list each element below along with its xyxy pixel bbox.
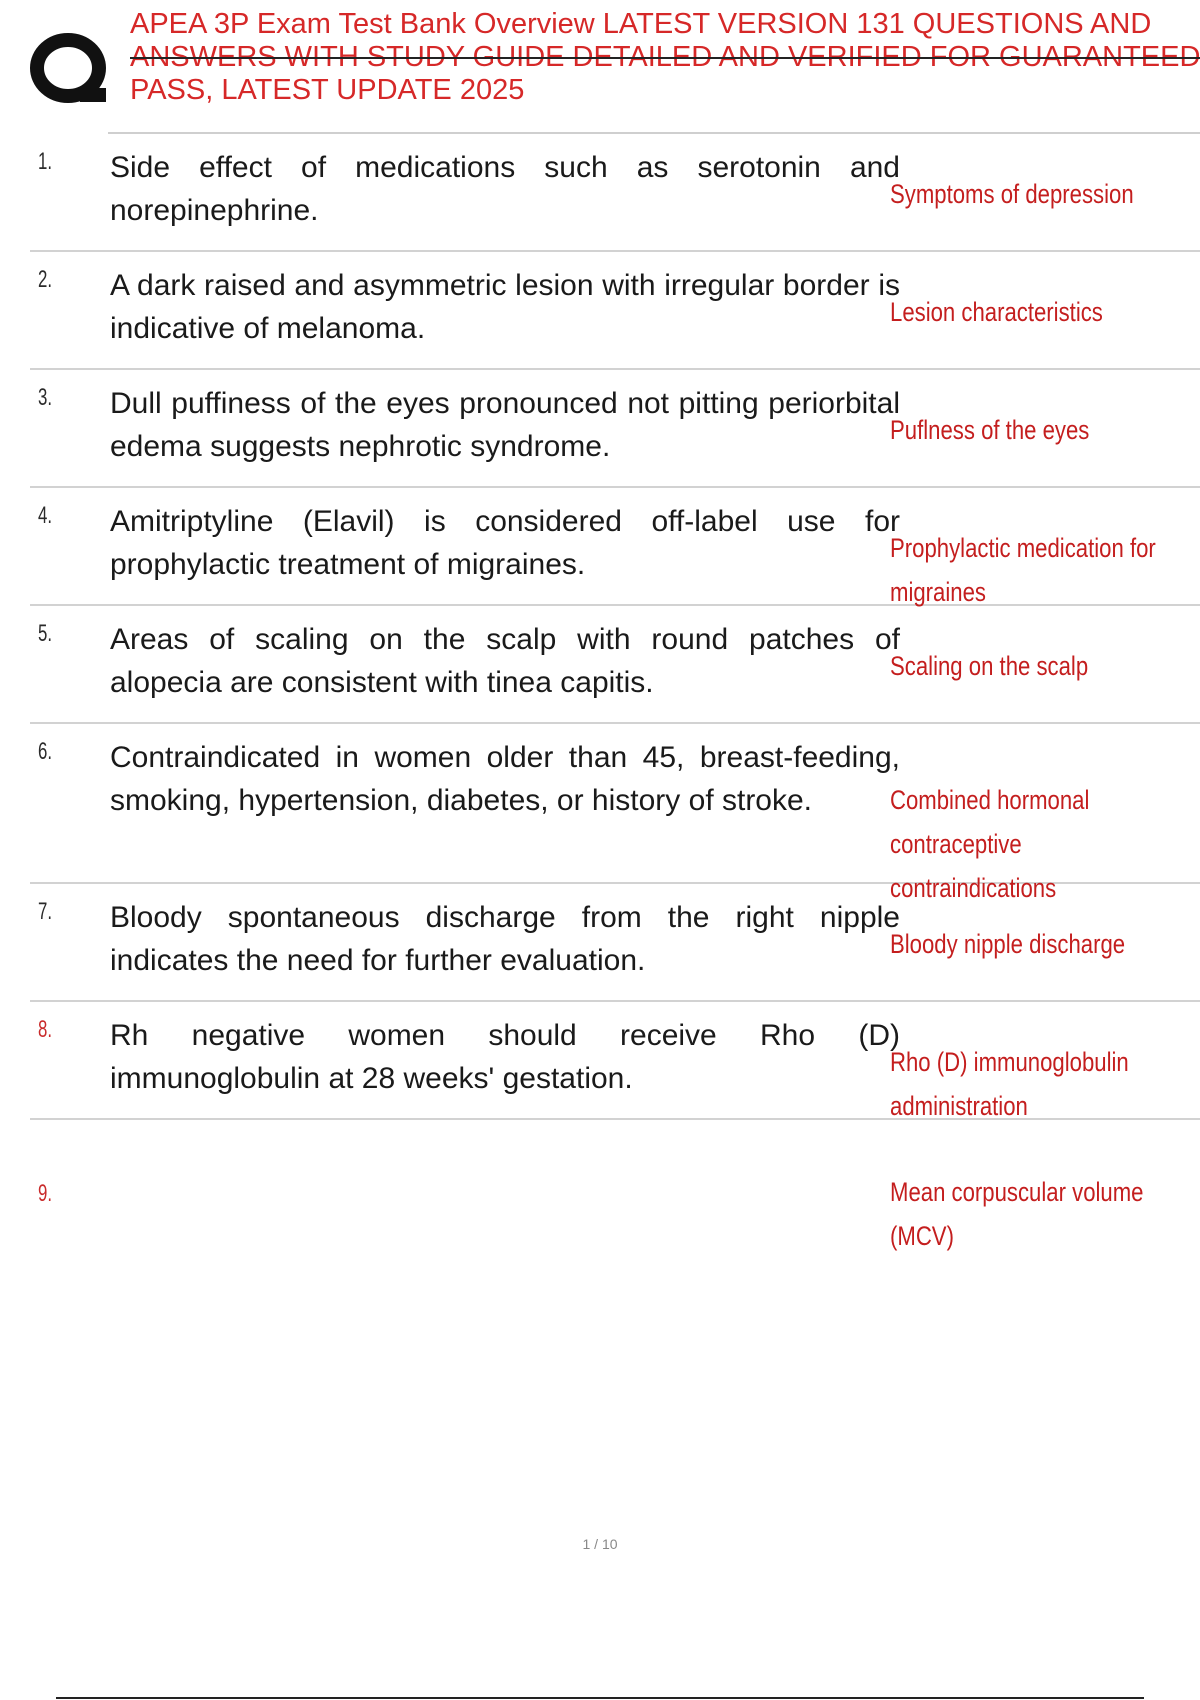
q-logo-icon xyxy=(30,30,110,110)
question-text: Dull puffiness of the eyes pronounced not pitting periorbital edema suggests nephrotic syndrome. xyxy=(110,387,900,463)
qa-row-6 xyxy=(30,724,1200,903)
qa-row-7 xyxy=(30,884,1200,1002)
title-line-1: APEA 3P Exam Test Bank Overview LATEST VERSION 131 QUESTIONS AND xyxy=(130,8,1152,40)
item-number: 3. xyxy=(38,384,53,411)
item-number: 5. xyxy=(38,620,53,647)
qa-row-8 xyxy=(30,1002,1200,1120)
item-number: 6. xyxy=(38,738,53,765)
answer-text: Prophylactic medication for migraines xyxy=(890,533,1156,607)
qa-row-4 xyxy=(30,488,1200,606)
document-title xyxy=(130,8,1200,107)
answer-text: Mean corpuscular volume (MCV) xyxy=(890,1177,1144,1251)
item-number: 7. xyxy=(38,898,53,925)
question-text: Areas of scaling on the scalp with round patches of alopecia are consistent with tinea capitis. xyxy=(110,623,900,699)
question-text: Bloody spontaneous discharge from the right nipple indicates the need for further evaluation. xyxy=(110,901,900,977)
qa-row-5 xyxy=(30,606,1200,724)
answer-text: Puflness of the eyes xyxy=(890,415,1090,445)
page-indicator: 1 / 10 xyxy=(582,1536,618,1552)
title-line-3: PASS, LATEST UPDATE 2025 xyxy=(130,74,525,106)
answer-text: Lesion characteristics xyxy=(890,297,1103,327)
item-number: 9. xyxy=(38,1180,53,1207)
qa-row-2 xyxy=(30,252,1200,370)
item-number: 4. xyxy=(38,502,53,529)
answer-text: Scaling on the scalp xyxy=(890,651,1089,681)
item-number: 1. xyxy=(38,148,53,175)
question-text: Side effect of medications such as serotonin and norepinephrine. xyxy=(110,151,900,227)
qa-row-1 xyxy=(30,134,1200,252)
item-number: 8. xyxy=(38,1016,53,1043)
question-text: Rh negative women should receive Rho (D) immunoglobulin at 28 weeks' gestation. xyxy=(110,1019,900,1095)
question-text: A dark raised and asymmetric lesion with irregular border is indicative of melanoma. xyxy=(110,269,900,345)
title-line-2: ANSWERS WITH STUDY GUIDE DETAILED AND VERIFIED FOR GUARANTEED xyxy=(130,41,1200,73)
answer-text: Combined hormonal contraceptive contraindications xyxy=(890,785,1090,903)
answer-text: Bloody nipple discharge xyxy=(890,929,1126,959)
qa-row-9 xyxy=(30,1120,1200,1260)
answer-text: Rho (D) immunoglobulin administration xyxy=(890,1047,1129,1121)
question-text: Amitriptyline (Elavil) is considered off-label use for prophylactic treatment of migraines. xyxy=(110,505,900,581)
answer-text: Symptoms of depression xyxy=(890,179,1134,209)
qa-row-3 xyxy=(30,370,1200,488)
bottom-divider xyxy=(56,1697,1144,1699)
question-text: Contraindicated in women older than 45, breast-feeding, smoking, hypertension, diabetes, or history of stroke. xyxy=(110,741,900,817)
item-number: 2. xyxy=(38,266,53,293)
question-answer-list xyxy=(0,134,1200,1260)
